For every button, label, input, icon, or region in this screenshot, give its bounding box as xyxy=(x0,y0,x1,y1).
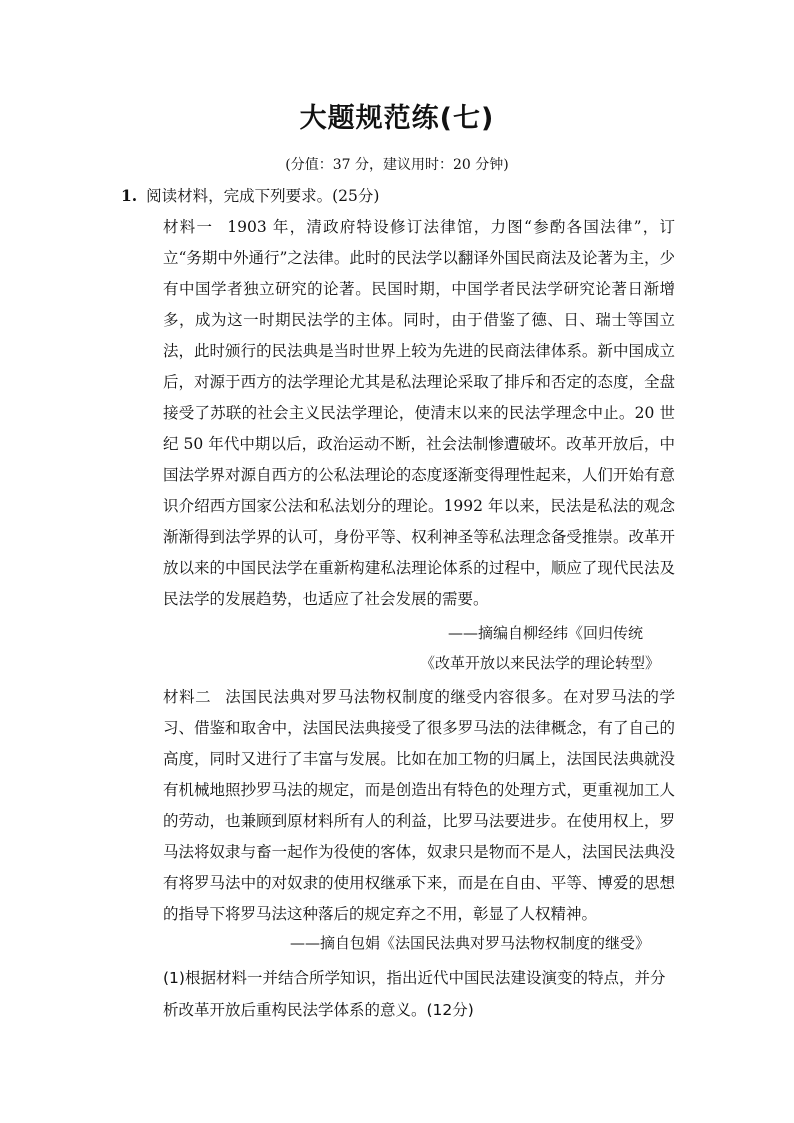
material-2-text: 法国民法典对罗马法物权制度的继受内容很多。在对罗马法的学习、借鉴和取舍中，法国民法典接受了很多罗马法的法律概念，有了自己的高度，同时又进行了丰富与发展。比如在加工物的归属上，法国民法典就没有机械地照抄罗马法的规定，而是创造出有特色的处理方式，更重视加工人的劳动，也兼顾到原材料所有人的利益，比罗马法要进步。在使用权上，罗马法将奴隶与畜一起作为役使的客体，奴隶只是物而不是人，法国民法典没有将罗马法中的对奴隶的使用权继承下来，而是在自由、平等、博爱的思想的指导下将罗马法这种落后的规定弃之不用，彰显了人权精神。 xyxy=(163,688,675,923)
material-2-source: ——摘自包娟《法国民法典对罗马法物权制度的继受》 xyxy=(290,934,651,952)
material-2-label: 材料二 xyxy=(163,688,212,706)
subquestion-1: (1)根据材料一并结合所学知识，指出近代中国民法建设演变的特点，并分析改革开放后重构民法学体系的意义。(12分) xyxy=(163,969,666,1019)
material-1-label: 材料一 xyxy=(163,218,214,236)
material-2 xyxy=(163,682,675,930)
material-1-source-line-1: ——摘编自柳经纬《回归传统 xyxy=(448,624,644,642)
material-1-source-line-2: 《改革开放以来民法学的理论转型》 xyxy=(420,654,661,672)
question-number: 1. xyxy=(121,186,138,205)
material-1-text: 1903 年，清政府特设修订法律馆，力图“参酌各国法律”，订立“务期中外通行”之法律。此时的民法学以翻译外国民商法及论著为主，少有中国学者独立研究的论著。民国时期，中国学者民法学研究论著日渐增多，成为这一时期民法学的主体。同时，由于借鉴了德、日、瑞士等国立法，此时颁行的民法典是当时世界上较为先进的民商法律体系。新中国成立后，对源于西方的法学理论尤其是私法理论采取了排斥和否定的态度，全盘接受了苏联的社会主义民法学理论，使清末以来的民法学理念中止。20 世纪 50 年代中期以后，政治运动不断，社会法制惨遭破坏。改革开放后，中国法学界对源自西方的公私法理论的态度逐渐变得理性起来，人们开始有意识介绍西方国家公法和私法划分的理论。1992 年以来，民法是私法的观念渐渐得到法学界的认可，身份平等、权利神圣等私法理念备受推崇。改革开放以来的中国民法学在重新构建私法理论体系的过程中，顺应了现代民法及民法学的发展趋势，也适应了社会发展的需要。 xyxy=(163,218,675,608)
question-prompt: 阅读材料，完成下列要求。(25分) xyxy=(146,187,380,205)
subtitle: (分值：37 分，建议用时：20 分钟) xyxy=(285,157,509,173)
material-1 xyxy=(163,212,675,615)
question-line xyxy=(121,184,379,206)
page-title: 大题规范练(七) xyxy=(299,103,495,134)
